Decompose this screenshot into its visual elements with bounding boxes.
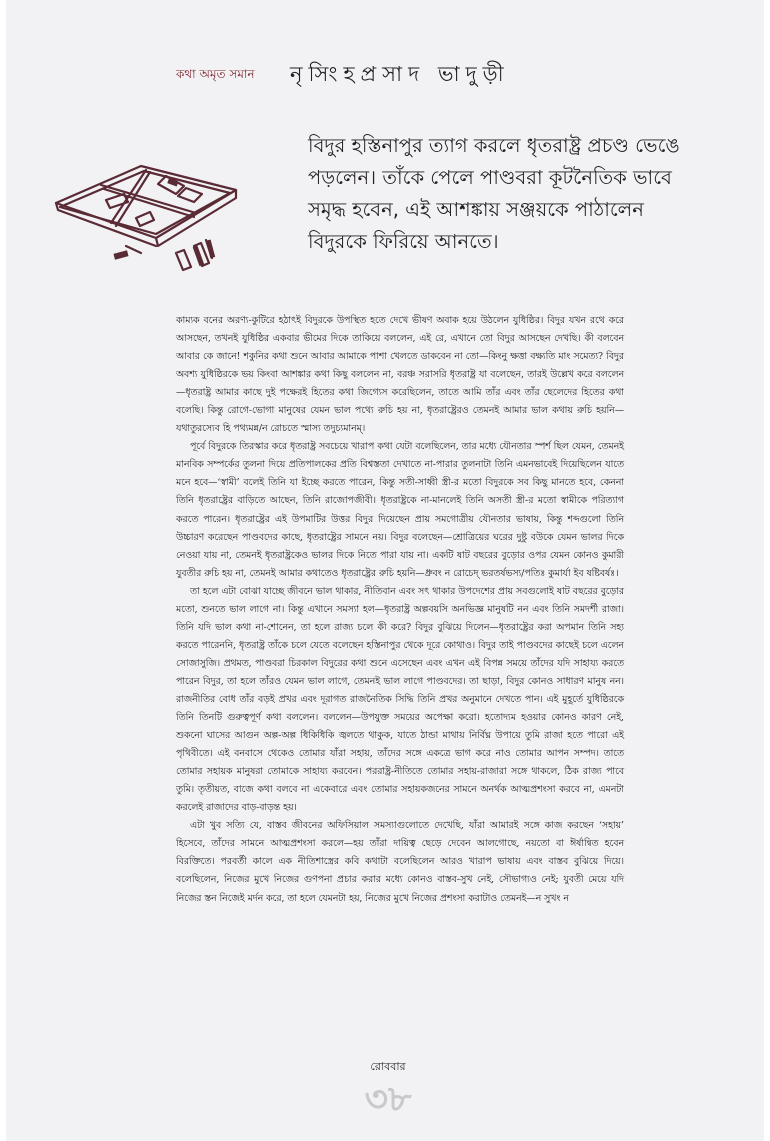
page-number: ৩৮ (364, 1079, 412, 1120)
body-paragraph-4: এটা খুব সত্যি যে, বাস্তব জীবনের অফিসিয়াল সমস্যাগুলোতে দেখেছি, যাঁরা আমারই সঙ্গে কাজ করছেন ‘সহায়’ হিসেবে, তাঁদের সামনে আত্মপ্রশংসা করলে—হয় তাঁরা দায়িত্ব ছেড়ে দেবেন আলগোছে, নয়তো বা ঈর্ষান্বিত হবেন বিরক্তিতে। পরবর্তী কালে এক নীতিশাস্ত্রের কবি কথাটা বলেছিলেন আরও খারাপ ভাষায় এবং বাস্তব বুঝিয়ে দিয়ে। বলেছিলেন, নিজের মুখে নিজের গুণপনা প্রচার করার মধ্যে কোনও বাস্তব-সুখ নেই, সৌভাগ্যও নেই; যুবতী মেয়ে যদি নিজের স্তন নিজেই মর্দন করে, তা হলে যেমনটা হয়, নিজের মুখে নিজের প্রশংসা করাটাও তেমনই—ন সুখং ন (176, 820, 624, 904)
article-headline: বিদুর হস্তিনাপুর ত্যাগ করলে ধৃতরাষ্ট্র প্রচণ্ড ভেঙে পড়লেন। তাঁকে পেলে পাণ্ডবরা কূটনৈতিক ভাবে সমৃদ্ধ হবেন, এই আশঙ্কায় সঞ্জয়কে পাঠালেন বিদুরকে ফিরিয়ে আনতে। (308, 134, 680, 253)
page-margin-left (0, 0, 6, 1141)
body-paragraph-2: পূর্বে বিদুরকে তিরস্কার করে ধৃতরাষ্ট্র সবচেয়ে খারাপ কথা যেটা বলেছিলেন, তার মধ্যে যৌনতার স্পর্শ ছিল যেমন, তেমনই মানবিক সম্পর্কের তুলনা দিয়ে প্রতিপালকের প্রতি বিশ্বস্ততা দেখাতে না-পারার তুলনাটা তিনি এমনভাবেই দিয়েছিলেন যাতে মনে হবে—‘স্বামী’ বলেই তিনি যা ইচ্ছে করতে পারেন, কিন্তু সতী-সাধ্বী স্ত্রী-র মতো বিদুরকে সব কিছু মানতে হবে, কেননা তিনি ধৃতরাষ্ট্রের বাড়িতে আছেন, তিনি রাজোপজীবী। ধৃতরাষ্ট্রকে না-মানলেই তিনি অসতী স্ত্রী-র মতো স্বামীকে পরিত্যাগ করতে পারেন। ধৃতরাষ্ট্রের এই উপমাটির উত্তর বিদুর দিয়েছেন প্রায় সমগোত্রীয় যৌনতার ভাষায়, কিন্তু শব্দগুলো তিনি উচ্চারণ করেছেন পাণ্ডবদের কাছে, ধৃতরাষ্ট্রের সামনে নয়। বিদুর বলেছেন—শ্রোত্রিয়ের ঘরের দুষ্টু বউকে যেমন ভালর দিকে নেওয়া যায় না, তেমনই ধৃতরাষ্ট্রকেও ভালর দিকে নিতে পারা যায় না। একটি ষাট বছরের বুড়োর ওপর যেমন কোনও কুমারী যুবতীর রুচি হয় না, তেমনই আমার কথাতেও ধৃতরাষ্ট্রের রুচি হয়নি—ধ্রুবং ন রোচেদ্ ভরতর্ষভস্য/পতিঃ কুমার্যা ইব ষষ্টিবর্ষঃ। (176, 441, 624, 579)
footer-magazine-day: রোববার (370, 1060, 406, 1073)
series-title: কথা অমৃত সমান (176, 67, 255, 81)
dice-board-illustration (46, 128, 246, 288)
body-paragraph-3: তা হলে এটা বোঝা যাচ্ছে জীবনে ভাল থাকার, নীতিবান এবং সৎ থাকার উপদেশের প্রায় সবগুলোই ষাট বছরের বুড়োর মতো, শুনতে ভাল লাগে না। কিন্তু এখানে সমস্যা হল—ধৃতরাষ্ট্র অল্পবয়সি অনভিজ্ঞ মানুষটি নন এবং তিনি সমদর্শী রাজা। তিনি যদি ভাল কথা না-শোনেন, তা হলে রাজ্য চলে কী করে? বিদুর বুঝিয়ে দিলেন—ধৃতরাষ্ট্রের করা অপমান তিনি সহ্য করতে পারেননি, ধৃতরাষ্ট্র তাঁকে চলে যেতে বলেছেন হস্তিনাপুর থেকে দূরে কোথাও। বিদুর তাই পাণ্ডবদের কাছেই চলে এলেন সোজাসুজি। প্রথমত, পাণ্ডবরা চিরকাল বিদুরের কথা শুনে এসেছেন এবং এখন এই বিপন্ন সময়ে তাঁদের যদি সাহায্য করতে পারেন বিদুর, তা হলে তাঁরও যেমন ভাল লাগে, তেমনই ভাল লাগে পাণ্ডবদের। তা ছাড়া, বিদুর কোনও সাধারণ মানুষ নন। রাজনীতির বোধ তাঁর বড়ই প্রখর এবং দূরাগত রাজনৈতিক সিদ্ধি তিনি প্রখর অনুমানে দেখতে পান। এই মুহূর্তে যুধিষ্ঠিরকে তিনি তিনটি গুরুত্বপূর্ণ কথা বললেন। বললেন—উপযুক্ত সময়ের অপেক্ষা করো। হতোদ্যম হওয়ার কোনও কারণ নেই, শুকনো ঘাসের আগুন অল্প-অল্প ধিকিধিকি জ্বলতে থাকুক, যাতে ঠান্ডা মাথায় নির্বিঘ্ন উপায়ে তুমি রাজা হতে পারো এই পৃথিবীতে। এই বনবাসে থেকেও তোমার যাঁরা সহায়, তাঁদের সঙ্গে একত্রে ভাগ করে নাও তোমার আপন সম্পদ। তাতে তোমার সহায়ক মানুষরা তোমাকে সাহায্য করবেন। পররাষ্ট্র-নীতিতে তোমার সহায়-রাজারা সঙ্গে থাকলে, ঠিক রাজ্য পাবে তুমি। তৃতীয়ত, বাজে কথা বলবে না একেবারে এবং তোমার সহায়কজনের সামনে অনর্থক আত্মপ্রশংসা করবে না, এমনটা করলেই রাজাদের বাড়-বাড়ন্ত হয়। (176, 585, 624, 814)
page-margin-right (764, 0, 770, 1141)
author-name: নৃসিংহপ্রসাদ ভাদুড়ী (290, 62, 510, 86)
article-body (176, 312, 624, 908)
body-paragraph-1: কাম্যক বনের অরণ্য-কুটিরে হঠাৎই বিদুরকে উপস্থিত হতে দেখে ভীষণ অবাক হয়ে উঠলেন যুধিষ্ঠির। বিদুর যখন রথে করে আসছেন, তখনই যুধিষ্ঠির একবার ভীমের দিকে তাকিয়ে বললেন, এই রে, এখানে তো বিদুর আসছেন দেখছি। কী বলবেন আবার কে জানে! শকুনির কথা শুনে আবার আমাকে পাশা খেলতে ডাকবেন না তো—কিংনু ক্ষত্তা বক্ষ্যতি মাং সমেত্য? বিদুর অবশ্য যুধিষ্ঠিরকে ভয় কিংবা আশঙ্কার কথা কিছু বললেন না, বরঞ্চ সরাসরি ধৃতরাষ্ট্র যা বলেছেন, তারই উল্লেখ করে বললেন—ধৃতরাষ্ট্র আমার কাছে দুই পক্ষেরই হিতের কথা জিগ্যেস করেছিলেন, তাতে আমি তাঁর এবং তাঁর ছেলেদের হিতের কথা বলেছি। কিন্তু রোগে-ভোগা মানুষের যেমন ভাল পথ্যে রুচি হয় না, ধৃতরাষ্ট্রেরও তেমনই আমার ভাল কথায় রুচি হয়নি—যথাতুরস্যেব হি পথ্যমন্ন/ন রোচতে স্মাস্য তদুচ্যমানম্। (176, 315, 624, 435)
